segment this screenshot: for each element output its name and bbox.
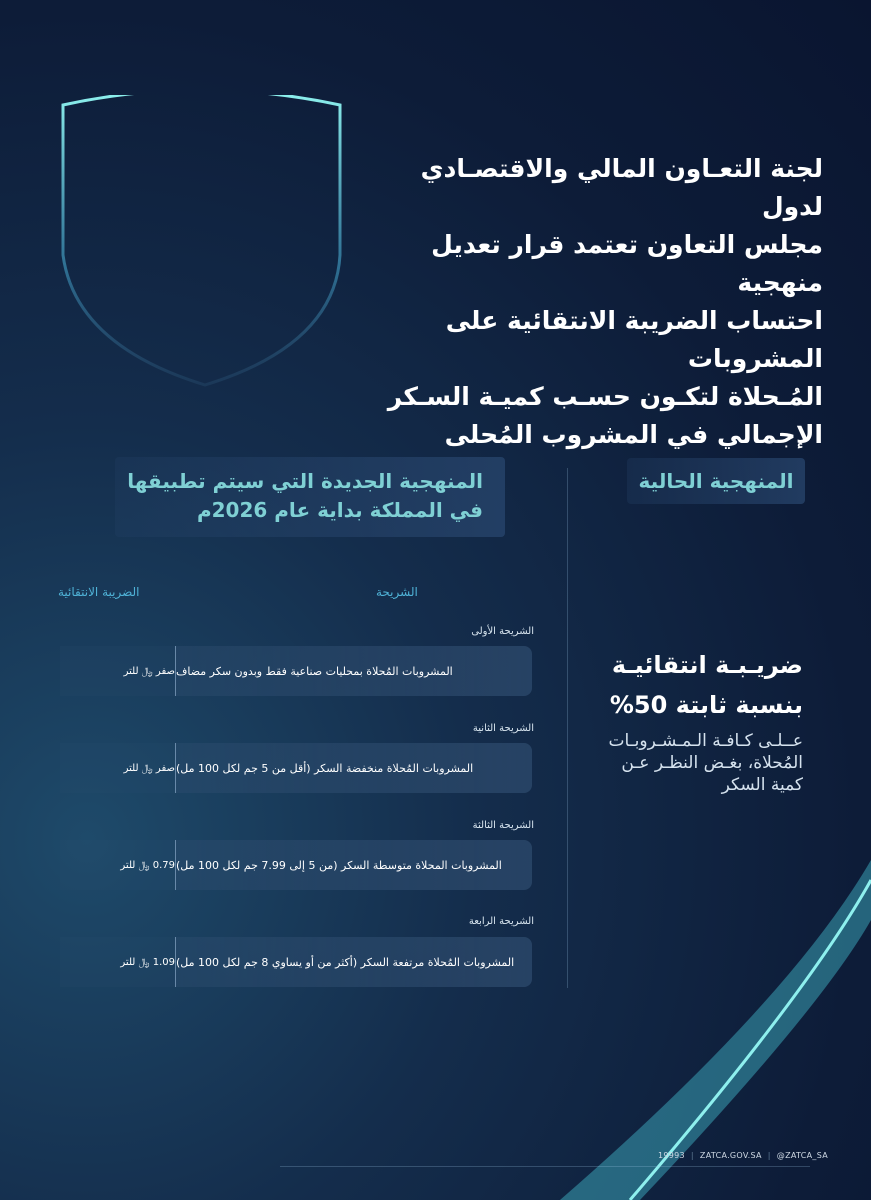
footer-rule <box>280 1166 810 1167</box>
tier-tax-box <box>60 646 175 696</box>
headline-line: الإجمالي في المشروب المُحلى <box>444 420 823 449</box>
new-method-label <box>115 457 505 537</box>
tier-tax: صفر ﷼ للتر <box>123 762 175 774</box>
current-tax-note <box>573 730 803 796</box>
tier-description: المشروبات المُحلاة مرتفعة السكر (أكثر من أو يساوي 8 جم لكل 100 مل) <box>176 955 515 969</box>
headline-line: احتساب الضريبة الانتقائية على المشروبات <box>445 306 823 373</box>
new-method-label-line: المنهجية الجديدة التي سيتم تطبيقها <box>127 469 483 493</box>
headline-line: مجلس التعاون تعتمد قرار تعديل منهجية <box>431 230 823 297</box>
current-tax-rate <box>573 645 803 725</box>
tier-name: الشريحة الرابعة <box>468 916 534 927</box>
tier-tax: صفر ﷼ للتر <box>123 665 175 677</box>
current-tax-line: ضريـبـة انتقائيـة <box>611 651 803 679</box>
tier-tax-box <box>60 937 175 987</box>
footer-phone: 19993 <box>657 1151 685 1160</box>
tier-tax: 0.79 ﷼ للتر <box>120 859 175 871</box>
current-tax-line: بنسبة ثابتة 50% <box>609 691 803 719</box>
current-method-label: المنهجية الحالية <box>627 458 805 504</box>
headline <box>353 150 823 454</box>
tier-description-box <box>175 646 532 696</box>
column-divider <box>567 468 568 988</box>
column-header-tier: الشريحة <box>376 585 418 599</box>
shield-outline-graphic <box>55 95 345 395</box>
tier-description-box <box>175 840 532 890</box>
tier-description-box <box>175 743 532 793</box>
decorative-swoosh <box>560 860 871 1200</box>
footer-handle[interactable]: @ZATCA_SA <box>776 1151 828 1160</box>
footer <box>658 1151 828 1160</box>
tier-description-box <box>175 937 532 987</box>
column-header-tax: الضريبة الانتقائية <box>58 585 140 599</box>
current-tax-note-line: كمية السكر <box>721 775 803 795</box>
current-tax-note-line: عــلـى كـافـة الـمـشـروبـات <box>608 731 803 751</box>
footer-website[interactable]: ZATCA.GOV.SA <box>699 1151 762 1160</box>
tier-description: المشروبات المُحلاة منخفضة السكر (أقل من 5 جم لكل 100 مل) <box>176 761 474 775</box>
footer-separator: | <box>690 1151 694 1160</box>
tier-name: الشريحة الثانية <box>472 723 534 734</box>
current-tax-note-line: المُحلاة، بغـض النظـر عـن <box>621 753 803 773</box>
footer-separator: | <box>767 1151 771 1160</box>
tier-tax: 1.09 ﷼ للتر <box>120 956 175 968</box>
tier-name: الشريحة الأولى <box>471 626 534 637</box>
tier-name: الشريحة الثالثة <box>472 820 534 831</box>
headline-line: المُـحلاة لتكـون حسـب كميـة السـكر <box>387 382 823 411</box>
tier-tax-box <box>60 840 175 890</box>
tier-description: المشروبات المحلاة متوسطة السكر (من 5 إلى 7.99 جم لكل 100 مل) <box>176 858 502 872</box>
new-method-label-line: في المملكة بداية عام 2026م <box>196 498 483 522</box>
tier-description: المشروبات المُحلاة بمحليات صناعية فقط وبدون سكر مضاف <box>176 664 453 678</box>
headline-line: لجنة التعـاون المالي والاقتصـادي لدول <box>420 154 823 221</box>
tier-tax-box <box>60 743 175 793</box>
